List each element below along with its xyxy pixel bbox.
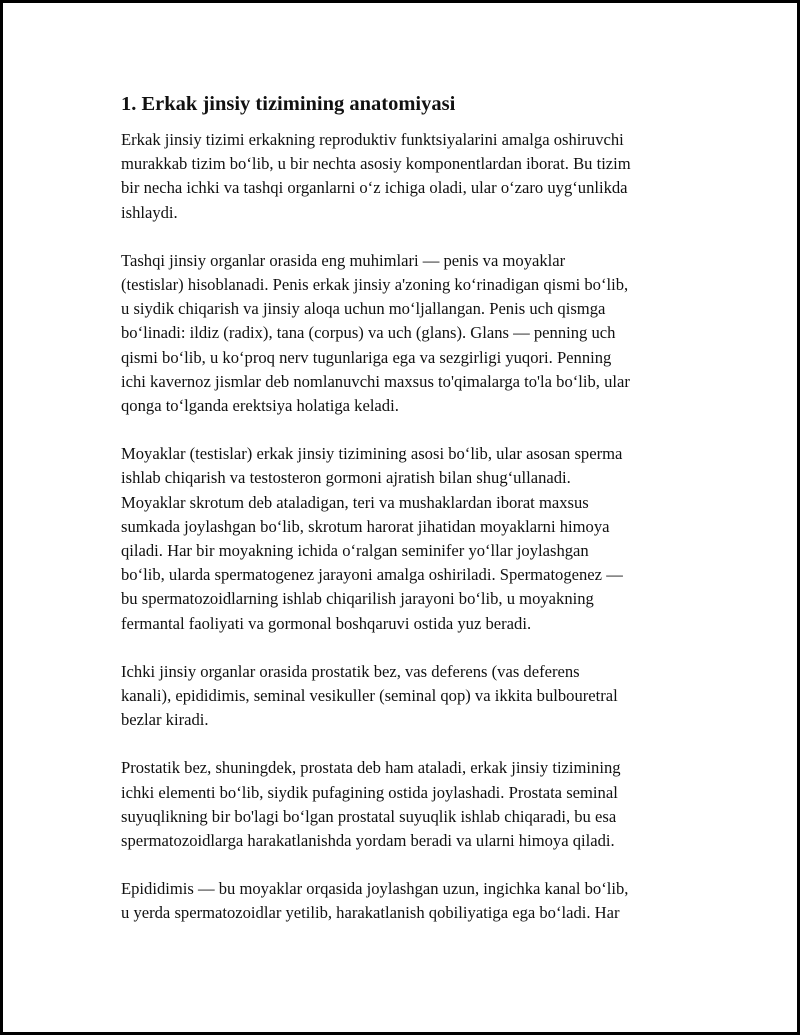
text-line: u siydik chiqarish va jinsiy aloqa uchun mo‘ljallangan. Penis uch qismga <box>121 299 606 319</box>
text-line: ichi kavernoz jismlar deb nomlanuvchi maxsus to'qimalarga to'la bo‘lib, ular <box>121 371 630 391</box>
text-line: ishlaydi. <box>121 202 178 222</box>
text-line: kanali), epididimis, seminal vesikuller (seminal qop) va ikkita bulbouretral <box>121 686 618 706</box>
text-line: spermatozoidlarga harakatlanishda yordam beradi va ularni himoya qiladi. <box>121 831 615 851</box>
paragraph-testes <box>121 442 693 636</box>
text-line: ichki elementi bo‘lib, siydik pufagining ostida joylashadi. Prostata seminal <box>121 782 618 802</box>
text-line: u yerda spermatozoidlar yetilib, harakatlanish qobiliyatiga ega bo‘ladi. Har <box>121 903 620 923</box>
text-line: bo‘lib, ularda spermatogenez jarayoni amalga oshiriladi. Spermatogenez — <box>121 565 623 585</box>
text-line: suyuqlikning bir bo'lagi bo‘lgan prostatal suyuqlik ishlab chiqaradi, bu esa <box>121 806 617 826</box>
text-line: qonga to‘lganda erektsiya holatiga keladi. <box>121 396 399 416</box>
text-line: qismi bo‘lib, u ko‘proq nerv tugunlariga ega va sezgirligi yuqori. Penning <box>121 347 612 367</box>
text-line: bezlar kiradi. <box>121 710 209 730</box>
text-line: Erkak jinsiy tizimi erkakning reproduktiv funktsiyalarini amalga oshiruvchi <box>121 130 624 149</box>
text-line: Moyaklar (testislar) erkak jinsiy tizimining asosi bo‘lib, ular asosan sperma <box>121 444 623 464</box>
text-line: fermantal faoliyati va gormonal boshqaruvi ostida yuz beradi. <box>121 613 532 633</box>
section-heading: 1. Erkak jinsiy tizimining anatomiyasi <box>121 93 456 115</box>
paragraph-prostate <box>121 756 693 853</box>
text-line: Tashqi jinsiy organlar orasida eng muhimlari — penis va moyaklar <box>121 250 566 270</box>
text-line: murakkab tizim bo‘lib, u bir nechta asosiy komponentlardan iborat. Bu tizim <box>121 154 631 174</box>
text-line: qiladi. Har bir moyakning ichida o‘ralgan seminifer yo‘llar joylashgan <box>121 541 589 561</box>
text-line: Prostatik bez, shuningdek, prostata deb ham ataladi, erkak jinsiy tizimining <box>121 758 621 778</box>
text-line: ishlab chiqarish va testosteron gormoni ajratish bilan shug‘ullanadi. <box>121 468 571 488</box>
text-line: Ichki jinsiy organlar orasida prostatik bez, vas deferens (vas deferens <box>121 661 580 681</box>
text-line: sumkada joylashgan bo‘lib, skrotum harorat jihatidan moyaklarni himoya <box>121 516 610 536</box>
paragraph-internal-organs <box>121 660 693 733</box>
text-line: (testislar) hisoblanadi. Penis erkak jinsiy a'zoning ko‘rinadigan qismi bo‘lib, <box>121 275 629 295</box>
text-line: Moyaklar skrotum deb ataladigan, teri va mushaklardan iborat maxsus <box>121 492 589 512</box>
paragraph-external-organs <box>121 249 693 418</box>
document-content <box>121 91 693 950</box>
text-line: bu spermatozoidlarning ishlab chiqarilish jarayoni bo‘lib, u moyakning <box>121 589 594 609</box>
paragraph-intro <box>121 128 693 225</box>
text-line: Epididimis — bu moyaklar orqasida joylashgan uzun, ingichka kanal bo‘lib, <box>121 879 629 899</box>
text-line: bo‘linadi: ildiz (radix), tana (corpus) va uch (glans). Glans — penning uch <box>121 323 616 343</box>
paragraph-epididymis <box>121 877 693 925</box>
text-line: bir necha ichki va tashqi organlarni o‘z ichiga oladi, ular o‘zaro uyg‘unlikda <box>121 178 628 198</box>
